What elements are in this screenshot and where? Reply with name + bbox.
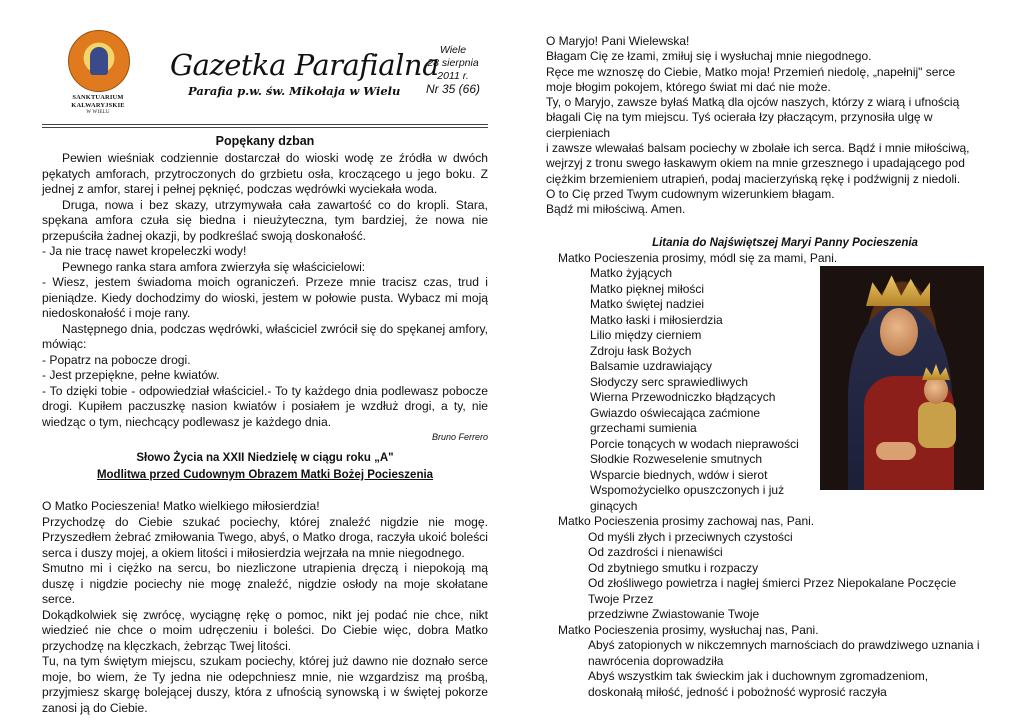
- prayer-paragraph: i zawsze wlewałaś balsam pociechy w zbolałe ich serca. Bądź i mnie miłościwą, wejrzyj z tronu swego łaskawym okiem na mnie grzesznego i upadającego pod ciężkim brzemieniem utrapień, podaj macierzyńską rękę i podźwignij z niedoli.: [546, 141, 970, 186]
- prayer-paragraph: O to Cię przed Twym cudownym wizerunkiem błagam.: [546, 186, 835, 201]
- prayer-heading: Modlitwa przed Cudownym Obrazem Matki Bożej Pocieszenia: [96, 469, 434, 481]
- christ-child: [916, 366, 958, 426]
- litany-item: Wierna Przewodniczko błądzących: [590, 390, 776, 405]
- litany-item: Od złośliwego powietrza i nagłej śmierci Przez Niepokalane Poczęcie Twoje Przez: [588, 576, 957, 606]
- header-divider: [42, 124, 488, 128]
- prayer-paragraph: Smutno mi i ciężko na sercu, bo niezliczone utrapienia dręczą i niepokoją mą duszę i nigdzie pociechy nie mogę znaleźć, nigdzie osłody na moje skołatane serce.: [42, 561, 488, 606]
- litany-response: Matko Pocieszenia prosimy zachowaj nas, Pani.: [558, 514, 815, 529]
- madonna-face: [880, 308, 918, 356]
- litany-item: Matko pięknej miłości: [590, 281, 705, 296]
- story-paragraph: Pewien wieśniak codziennie dostarczał do wioski wodę ze źródła w dwóch pękatych amforach, przytroczonych do grzbietu osła, kroczącego u jego boku. Z jednej z amfor, starej i pełnej pęknięć, podczas wędrówki wyciekała woda.: [42, 151, 488, 196]
- litany-title: Litania do Najświętszej Maryi Panny Pocieszenia: [652, 236, 918, 249]
- story-paragraph: - To dzięki tobie - odpowiedział właściciel.- To ty każdego dnia podlewasz pobocze drogi. Kupiłem paczuszkę nasion kwiatów i posiałem je wzdłuż drogi, a ty, nie wiedząc o tym, niechcący podlewasz je każdego dnia.: [42, 383, 488, 429]
- prayer-paragraph: O Matko Pocieszenia! Matko wielkiego miłosierdzia!: [42, 499, 320, 513]
- litany-response: Matko Pocieszenia prosimy, módl się za mami, Pani.: [558, 250, 838, 265]
- madonna-icon-painting: [820, 266, 984, 490]
- litany-item: Wsparcie biednych, wdów i sierot: [590, 467, 768, 482]
- litany-item: Od zazdrości i nienawiści: [588, 545, 723, 560]
- masthead: [42, 28, 488, 124]
- prayer-continuation: [546, 34, 984, 218]
- issue-year: 2011 r.: [437, 70, 469, 82]
- prayer-paragraph: Dokądkolwiek się zwrócę, wyciągnę rękę o pomoc, nikt jej podać nie chce, nikt wiedzieć nie chce o moim udręczeniu i boleści. Do Ciebie więc, dobra Matko przychodzę na klęczkach, żebrząc Twej litości.: [42, 607, 488, 653]
- prayer-paragraph: Bądź mi miłościwą. Amen.: [546, 202, 686, 217]
- prayer-paragraph: Przychodzę do Ciebie szukać pociechy, której znaleźć nigdzie nie mogę. Przyszedłem żebrać zmiłowania Twego, abyś, o Matko droga, raczyła ukoić boleści serca i duszy mojej, a okiem litości i miłosierdzia wejrzała na mnie niegodnego.: [42, 514, 488, 560]
- litany-item: Matko łaski i miłosierdzia: [590, 312, 723, 327]
- litany-item: Balsamie uzdrawiający: [590, 359, 713, 374]
- gospel-heading: Słowo Życia na XXII Niedzielę w ciągu roku „A": [136, 452, 394, 464]
- child-crown-icon: [922, 364, 950, 380]
- litany-item: Matko żyjących: [590, 266, 673, 281]
- story-author: Bruno Ferrero: [431, 432, 488, 442]
- story-paragraph: - Popatrz na pobocze drogi.: [42, 352, 191, 367]
- litany-item: Od myśli złych i przeciwnych czystości: [588, 529, 793, 544]
- story-paragraph: Następnego dnia, podczas wędrówki, właściciel zwrócił się do spękanej amfory, mówiąc:: [42, 321, 488, 351]
- child-body: [918, 402, 956, 448]
- litany-item: Słodyczy serc sprawiedliwych: [590, 374, 749, 389]
- prayer-paragraph: Ręce me wznoszę do Ciebie, Matko moja! Przemień niedolę, „napełnij" serce moje błogim pokojem, którego świat mi dać nie może.: [546, 64, 956, 94]
- right-column: [546, 34, 984, 700]
- litany-item: Abyś zatopionych w nikczemnych marnościach do prawdziwego uznania i nawrócenia doprowadziła: [588, 638, 980, 668]
- prayer-body: [42, 499, 488, 716]
- child-face: [924, 376, 948, 404]
- litany-item: Porcie tonących w wodach nieprawości: [590, 436, 799, 451]
- litany-item: Od zbytniego smutku i rozpaczy: [588, 560, 759, 575]
- crown-icon: [866, 272, 930, 306]
- litany-item: Lilio między cierniem: [590, 328, 702, 343]
- prayer-paragraph: Ty, o Maryjo, zawsze byłaś Matką dla ojców naszych, którzy z wiarą i ufnością błagali Cię na tym miejscu. Tyś ocierała łzy płaczącym, przynosiła ulgę w cierpieniach: [546, 95, 960, 140]
- story-paragraph: - Ja nie tracę nawet kropeleczki wody!: [42, 244, 247, 258]
- litany-item: Abyś wszystkim tak świeckim jak i duchownym zgromadzeniom, doskonałą miłość, jedność i pobożność wyprosić raczyła: [588, 669, 929, 699]
- litany-item: Wspomożycielko opuszczonych i już ginących: [590, 483, 785, 513]
- story-paragraph: - Wiesz, jestem świadoma moich ograniczeń. Przeze mnie tracisz czas, trud i pieniądze. Kiedy dochodzimy do wioski, jestem w połowie pusta. Wybacz mi moją niedoskonałość i moje rany.: [42, 275, 488, 320]
- litany-item: Matko świętej nadziei: [590, 297, 705, 312]
- hands-shape: [876, 442, 916, 460]
- logo-caption: SANKTUARIUM KALWARYJSKIE W WIELU: [71, 94, 125, 115]
- litany-item: Gwiazdo oświecająca zaćmione grzechami sumienia: [590, 405, 761, 436]
- sanctuary-logo: [64, 30, 132, 122]
- left-column: [42, 28, 488, 716]
- prayer-paragraph: O Maryjo! Pani Wielewska!: [546, 34, 690, 48]
- prayer-paragraph: Tu, na tym świętym miejscu, szukam pociechy, której już dawno nie doznało serce moje, bo wiem, że Ty jedna nie odepchniesz mnie, nie wzgardzisz mą prośbą, przyjmiesz skargę bolejącej duszy, która z ufnością synowską i w świętej pokorze zanosi ją do Ciebie.: [42, 654, 488, 715]
- prayer-paragraph: Błagam Cię ze łzami, zmiłuj się i wysłuchaj mnie niegodnego.: [546, 49, 872, 64]
- issue-number: Nr 35 (66): [425, 82, 481, 96]
- litany-item: Słodkie Rozweselenie smutnych: [590, 452, 763, 467]
- issue-info: [420, 44, 486, 96]
- litany-response: Matko Pocieszenia prosimy, wysłuchaj nas, Pani.: [558, 622, 819, 637]
- page-title: Gazetka Parafialna: [170, 48, 439, 82]
- page-subtitle: Parafia p.w. św. Mikołaja w Wielu: [188, 84, 401, 98]
- issue-date: 28 sierpnia: [427, 57, 479, 69]
- story-paragraph: Pewnego ranka stara amfora zwierzyła się właścicielowi:: [62, 259, 366, 274]
- story-paragraph: Druga, nowa i bez skazy, utrzymywała cała zawartość co do kropli. Stara, spękana amfora czuła się biedna i nieużyteczna, tym bardziej, że nowa nie przepuściła żadnej okazji, by podkreślać swoją doskonałość.: [42, 197, 488, 243]
- litany-item: przedziwne Zwiastowanie Twoje: [588, 607, 760, 622]
- madonna-emblem-icon: [68, 30, 130, 92]
- story-paragraph: - Jest przepiękne, pełne kwiatów.: [42, 368, 220, 382]
- litany-invocations: [546, 266, 814, 514]
- issue-place: Wiele: [439, 44, 467, 56]
- story-body: [42, 151, 488, 430]
- litany-item: Zdroju łask Bożych: [590, 343, 692, 358]
- story-title: Popękany dzban: [215, 134, 315, 148]
